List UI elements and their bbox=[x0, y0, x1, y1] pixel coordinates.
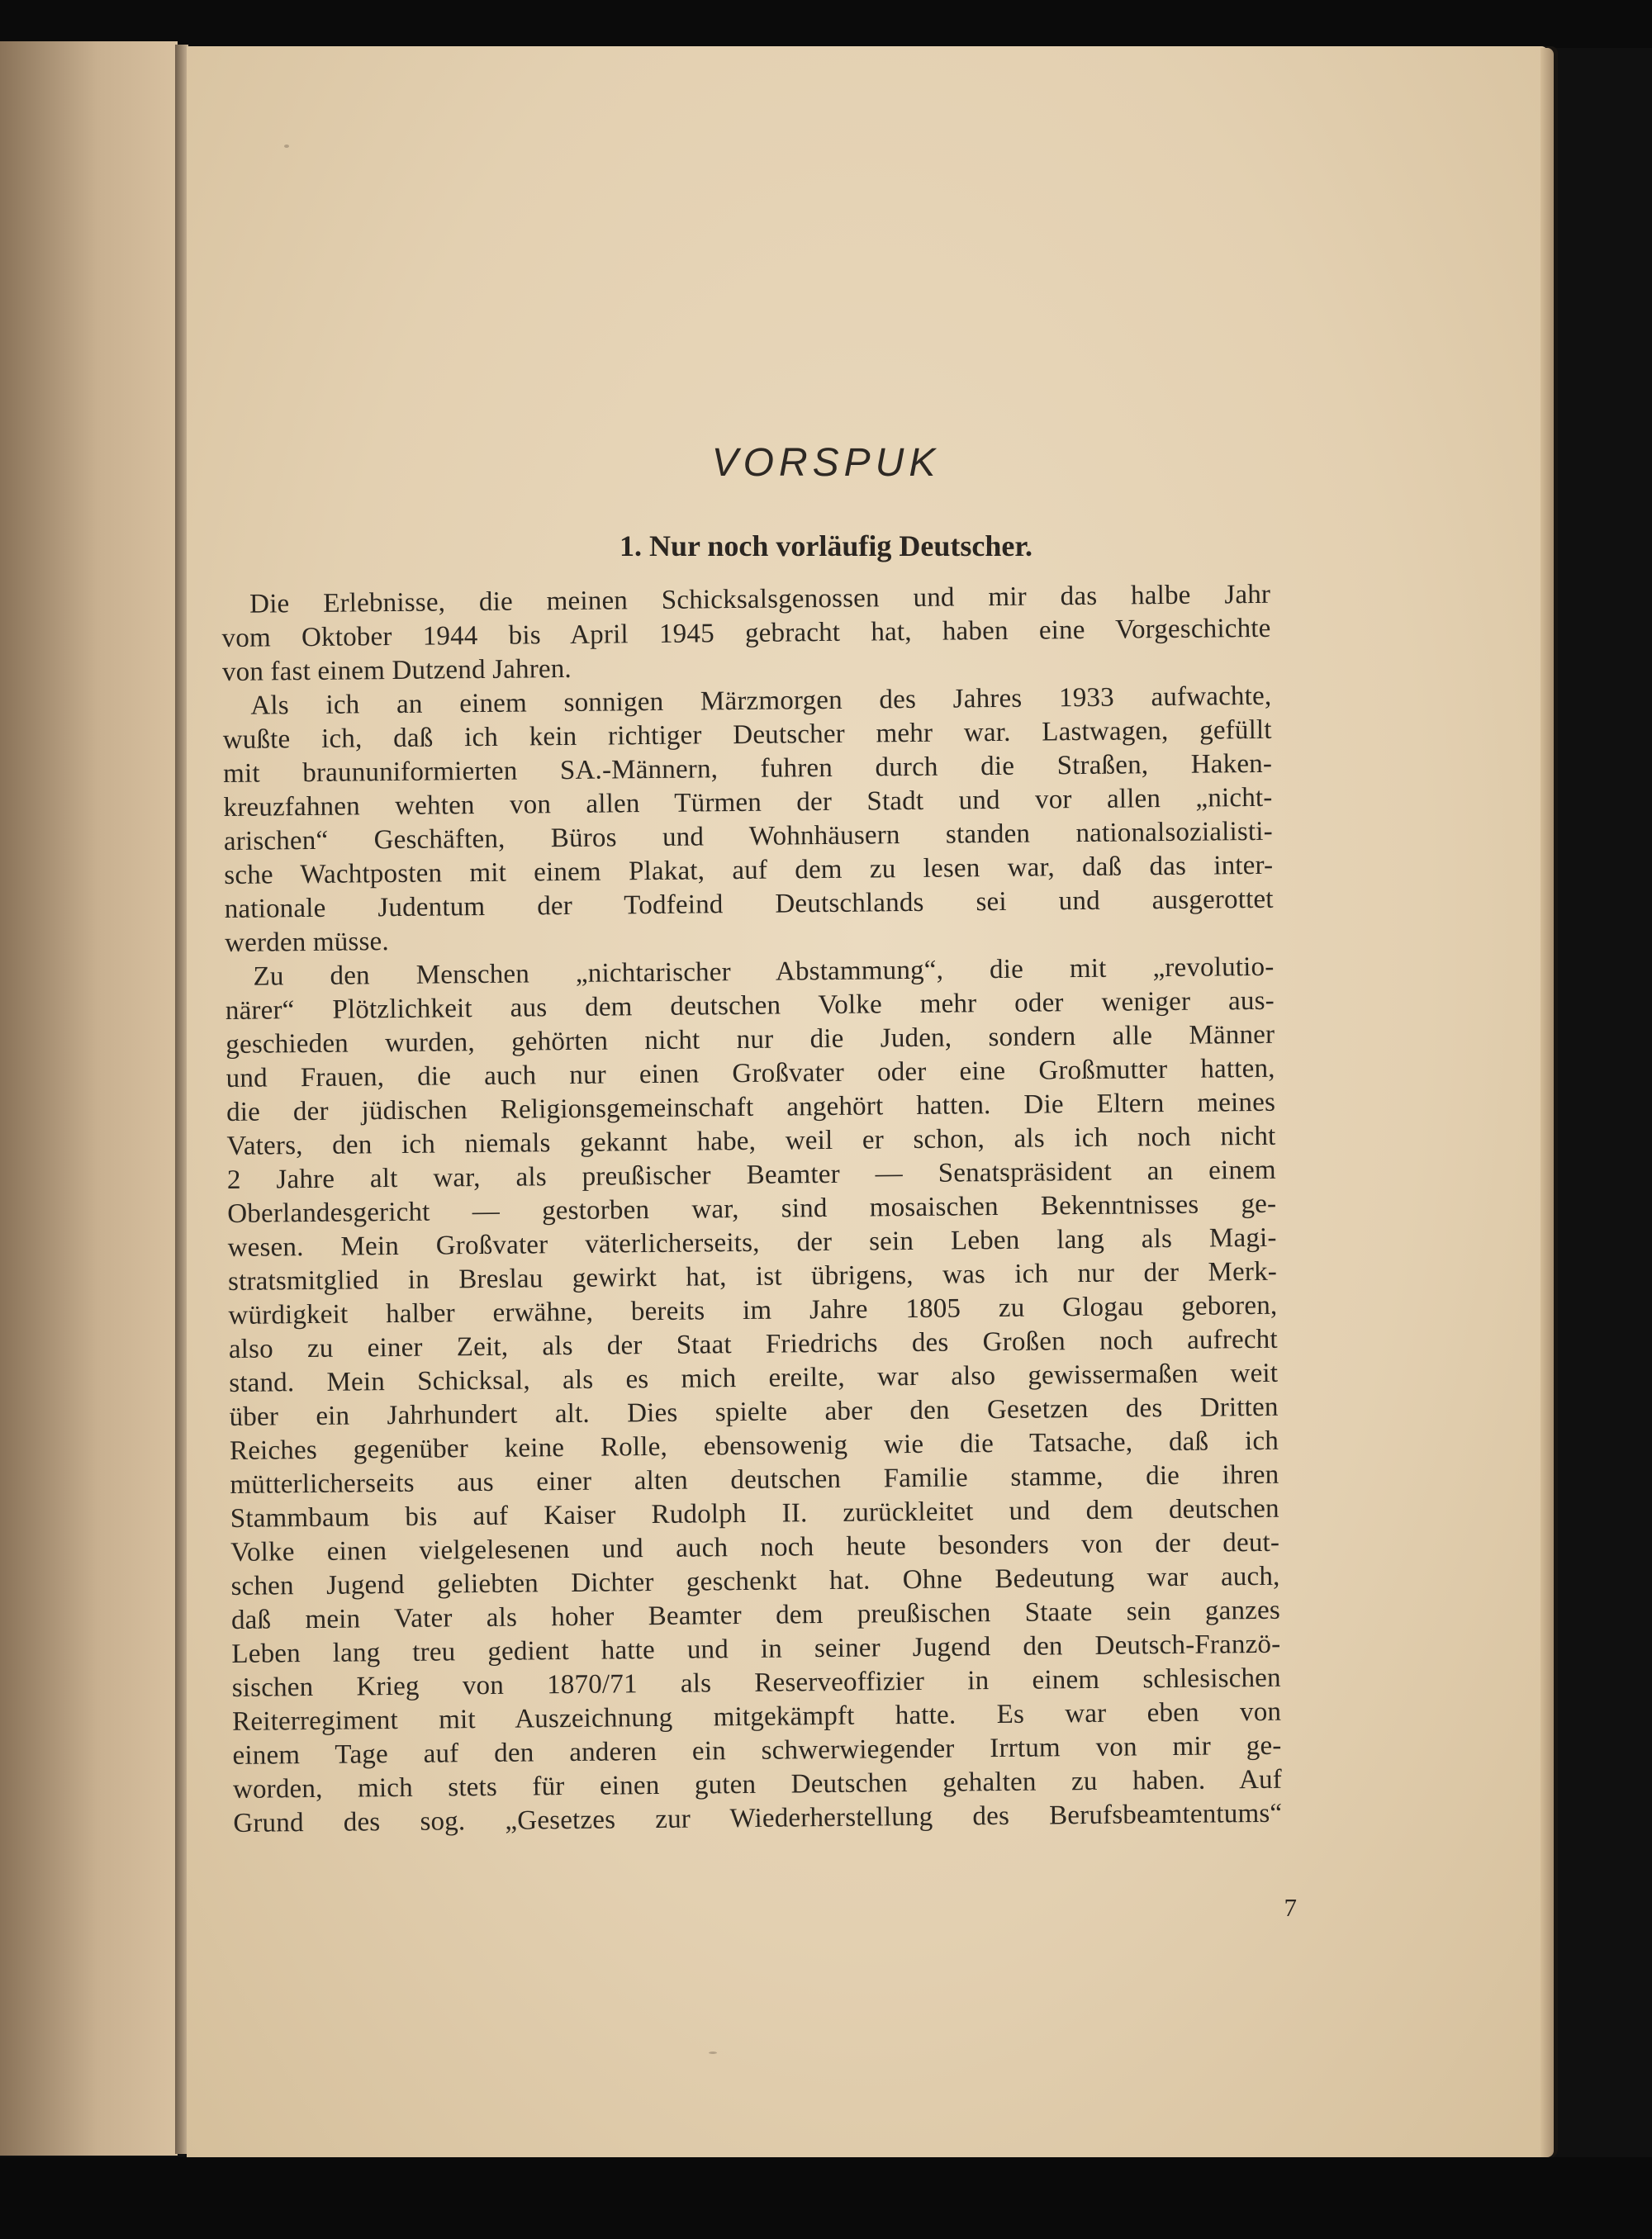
text-line: und Frauen, die auch nur einen Großvater oder eine Großmutter hatten, bbox=[225, 1053, 1275, 1093]
paper-speck bbox=[284, 145, 289, 148]
text-line: Oberlandesgericht — gestorben war, sind mosaischen Bekenntnisses ge- bbox=[227, 1188, 1277, 1229]
text-line: also zu einer Zeit, als der Staat Friedrichs des Großen noch aufrecht bbox=[228, 1324, 1278, 1364]
text-line: Vaters, den ich niemals gekannt habe, weil er schon, als ich noch nicht bbox=[226, 1121, 1276, 1161]
text-line: nationale Judentum der Todfeind Deutschlands sei und ausgerottet bbox=[224, 884, 1274, 924]
text-line: schen Jugend geliebten Dichter geschenkt hat. Ohne Bedeutung war auch, bbox=[230, 1561, 1280, 1601]
text-line: einem Tage auf den anderen ein schwerwiegender Irrtum von mir ge- bbox=[232, 1730, 1282, 1771]
text-line: worden, mich stets für einen guten Deutschen gehalten zu haben. Auf bbox=[232, 1764, 1283, 1805]
text-line: stand. Mein Schicksal, als es mich ereilte, war also gewissermaßen weit bbox=[229, 1358, 1279, 1398]
text-line: Zu den Menschen „nichtarischer Abstammung“, die mit „revolutio- bbox=[253, 951, 1275, 992]
scan-background-top bbox=[0, 0, 1652, 48]
text-line: wesen. Mein Großvater väterlicherseits, der sein Leben lang als Magi- bbox=[227, 1222, 1277, 1263]
text-line: von fast einem Dutzend Jahren. bbox=[221, 653, 572, 687]
text-line: daß mein Vater als hoher Beamter dem preußischen Staate sein ganzes bbox=[230, 1595, 1281, 1635]
text-line: Reiches gegenüber keine Rolle, ebensowenig wie die Tatsache, daß ich bbox=[229, 1425, 1279, 1466]
chapter-title: VORSPUK bbox=[711, 441, 941, 485]
text-line: 2 Jahre alt war, als preußischer Beamter — Senatspräsident an einem bbox=[226, 1155, 1276, 1195]
text-line: sischen Krieg von 1870/71 als Reserveoffizier in einem schlesischen bbox=[231, 1663, 1281, 1703]
text-line: Volke einen vielgelesenen und auch noch heute besonders von der deut- bbox=[230, 1527, 1280, 1568]
text-line: mit braununiformierten SA.-Männern, fuhren durch die Straßen, Haken- bbox=[222, 748, 1273, 789]
text-line: über ein Jahrhundert alt. Dies spielte aber den Gesetzen des Dritten bbox=[229, 1392, 1279, 1432]
text-line: kreuzfahnen wehten von allen Türmen der Stadt und vor allen „nicht- bbox=[223, 782, 1273, 823]
text-line: die der jüdischen Religionsgemeinschaft angehört hatten. Die Eltern meines bbox=[225, 1087, 1276, 1127]
text-line: Die Erlebnisse, die meinen Schicksalsgenossen und mir das halbe Jahr bbox=[249, 579, 1271, 619]
text-line: wußte ich, daß ich kein richtiger Deutscher mehr war. Lastwagen, gefüllt bbox=[222, 714, 1272, 755]
text-line: stratsmitglied in Breslau gewirkt hat, ist übrigens, was ich nur der Merk- bbox=[227, 1256, 1278, 1297]
text-line: Leben lang treu gedient hatte und in seiner Jugend den Deutsch-Franzö- bbox=[231, 1629, 1281, 1669]
text-line: geschieden wurden, gehörten nicht nur die Juden, sondern alle Männer bbox=[225, 1019, 1275, 1060]
scan-background-bottom bbox=[0, 2157, 1652, 2239]
text-line: Grund des sog. „Gesetzes zur Wiederherstellung des Berufsbeamtentums“ bbox=[233, 1798, 1283, 1838]
paper-speck bbox=[709, 2052, 717, 2054]
text-line: sche Wachtposten mit einem Plakat, auf dem zu lesen war, daß das inter- bbox=[224, 850, 1274, 890]
text-line: Reiterregiment mit Auszeichnung mitgekämpft hatte. Es war eben von bbox=[232, 1696, 1282, 1737]
text-line: mütterlicherseits aus einer alten deutschen Familie stamme, die ihren bbox=[230, 1459, 1279, 1500]
text-line: würdigkeit halber erwähne, bereits im Jahre 1805 zu Glogau geboren, bbox=[228, 1290, 1278, 1331]
text-line: arischen“ Geschäften, Büros und Wohnhäusern standen nationalsozialisti- bbox=[223, 816, 1274, 856]
section-title: 1. Nur noch vorläufig Deutscher. bbox=[619, 529, 1032, 562]
text-line: Stammbaum bis auf Kaiser Rudolph II. zurückleitet und dem deutschen bbox=[230, 1493, 1279, 1534]
body-text bbox=[221, 578, 1283, 1841]
page-number: 7 bbox=[1284, 1893, 1297, 1922]
facing-page-edge bbox=[0, 41, 178, 2156]
text-line: närer“ Plötzlichkeit aus dem deutschen Volke mehr oder weniger aus- bbox=[225, 985, 1275, 1026]
text-line: vom Oktober 1944 bis April 1945 gebracht hat, haben eine Vorgeschichte bbox=[221, 613, 1271, 653]
text-line: werden müsse. bbox=[224, 927, 390, 958]
text-line: Als ich an einem sonnigen Märzmorgen des Jahres 1933 aufwachte, bbox=[250, 681, 1272, 721]
page-fore-edge bbox=[1540, 48, 1554, 2157]
